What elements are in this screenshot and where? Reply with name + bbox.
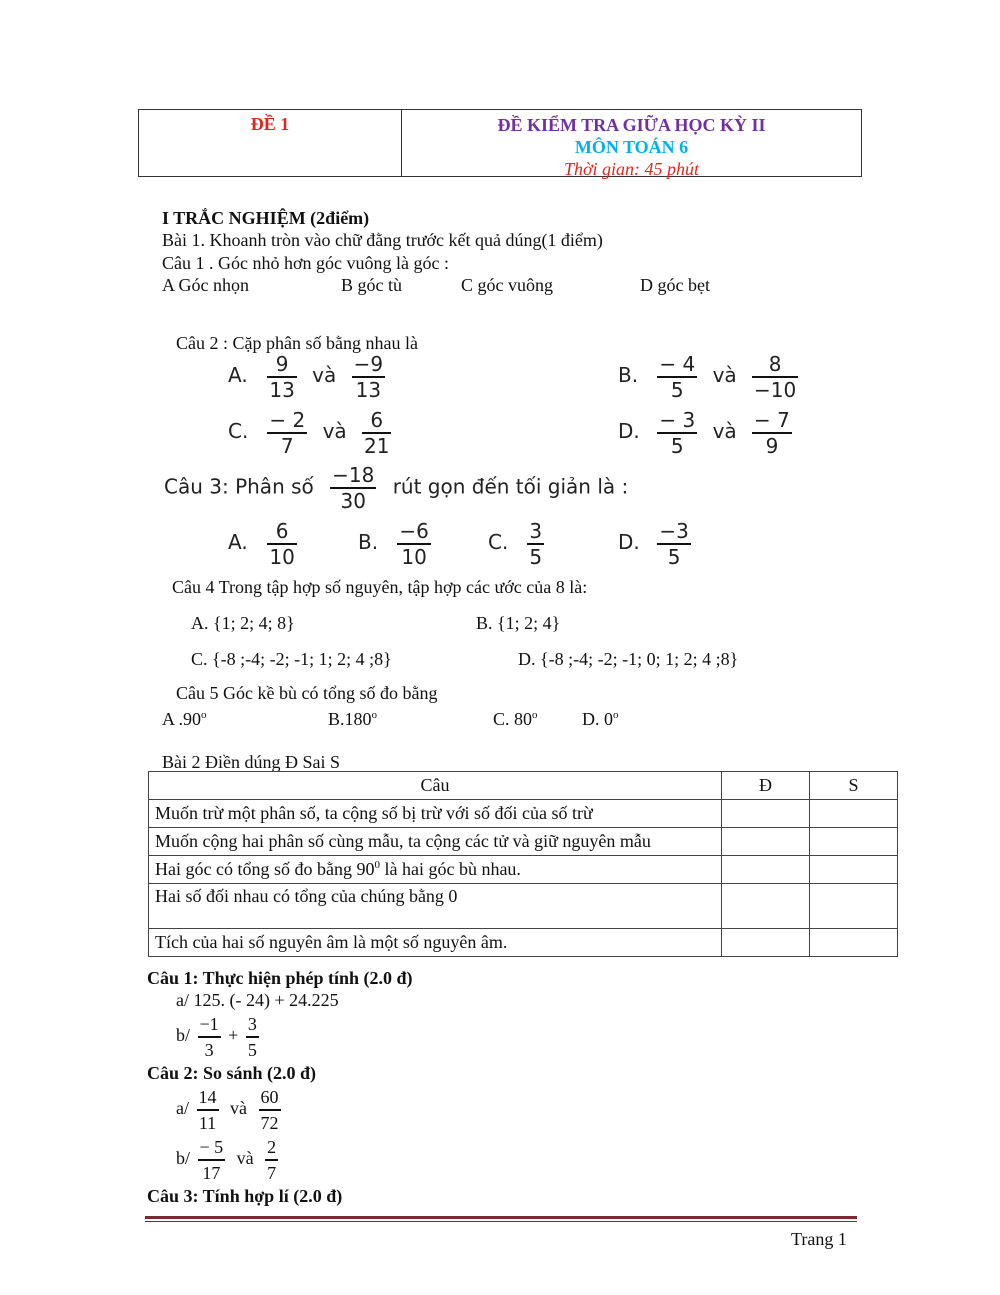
fraction: $\frac{60}{72}$	[260, 1087, 279, 1133]
answer-d-cell[interactable]	[722, 828, 810, 856]
answer-d-cell[interactable]	[722, 884, 810, 929]
bai1-instruction: Bài 1. Khoanh tròn vào chữ đằng trước kết quả dúng(1 điểm)	[162, 230, 603, 250]
part2-cau2-a: a/ $\frac{14}{11}$ và $\frac{60}{72}$	[176, 1087, 279, 1133]
part1-title: I TRẮC NGHIỆM (2điểm)	[162, 208, 370, 228]
fraction: $\frac{2}{7}$	[267, 1137, 277, 1183]
header-info	[402, 114, 861, 180]
table-header-row	[149, 772, 898, 800]
answer-d-cell[interactable]	[722, 856, 810, 884]
cau3-question: Câu 3: Phân số $\frac{-18}{30}$ rút gọn đến tối giản là :	[164, 463, 629, 513]
part2-cau2-title: Câu 2: So sánh (2.0 đ)	[147, 1063, 317, 1083]
exam-subject: MÔN TOÁN 6	[574, 137, 689, 157]
header-dung: Đ	[722, 772, 810, 800]
cau4-option-b: B. {1; 2; 4}	[476, 613, 561, 633]
fraction: $\frac{-1}{3}$	[199, 1014, 219, 1060]
statement: Hai góc có tổng số đo bằng $90^0$ là hai góc bù nhau.	[149, 856, 722, 884]
header-table	[138, 109, 862, 177]
header-sai: S	[810, 772, 898, 800]
answer-s-cell[interactable]	[810, 856, 898, 884]
fraction: $\frac{6}{10}$	[269, 519, 295, 569]
cau2-option-b: B. $\frac{- 4}{5}$ và $\frac{8}{-10}$	[618, 352, 797, 402]
exam-time: Thời gian: 45 phút	[563, 159, 700, 179]
cau4-question: Câu 4 Trong tập hợp số nguyên, tập hợp các ước của 8 là:	[172, 577, 588, 597]
cau1-question: Câu 1 . Góc nhỏ hơn góc vuông là góc :	[162, 253, 449, 273]
footer-rule-thin	[145, 1221, 857, 1222]
part2-cau2-b: b/ $\frac{- 5}{17}$ và $\frac{2}{7}$	[176, 1137, 277, 1183]
cau5-option-b: B.180$^o$	[328, 709, 378, 729]
answer-s-cell[interactable]	[810, 929, 898, 957]
answer-s-cell[interactable]	[810, 884, 898, 929]
fraction: $\frac{8}{-10}$	[754, 352, 797, 402]
fraction: $\frac{- 3}{5}$	[659, 408, 696, 458]
table-row	[149, 800, 898, 828]
statement: Muốn cộng hai phân số cùng mẫu, ta cộng các tử và giữ nguyên mẫu	[149, 828, 722, 856]
answer-s-cell[interactable]	[810, 828, 898, 856]
table-row	[149, 929, 898, 957]
fraction: $\frac{- 4}{5}$	[659, 352, 696, 402]
bai2-title: Bài 2 Điền dúng Đ Sai S	[162, 752, 340, 772]
fraction: $\frac{- 5}{17}$	[199, 1137, 224, 1183]
fraction: $\frac{3}{5}$	[247, 1014, 257, 1060]
part2-cau1-a: a/ 125. (- 24) + 24.225	[176, 990, 339, 1010]
cau2-option-a: A. $\frac{9}{13}$ và $\frac{-9}{13}$	[228, 352, 384, 402]
cau4-option-a: A. {1; 2; 4; 8}	[191, 613, 295, 633]
cau1-option-c: C góc vuông	[461, 275, 553, 295]
true-false-table	[148, 771, 898, 957]
cau3-option-b: B. $\frac{-6}{10}$	[358, 519, 429, 569]
answer-s-cell[interactable]	[810, 800, 898, 828]
fraction: $\frac{-18}{30}$	[332, 463, 375, 513]
cau4-option-c: C. {-8 ;-4; -2; -1; 1; 2; 4 ;8}	[191, 649, 392, 669]
exam-title: ĐỀ KIỂM TRA GIỮA HỌC KỲ II	[497, 115, 766, 135]
cau1-option-d: D góc bẹt	[640, 275, 710, 295]
fraction: $\frac{6}{21}$	[364, 408, 390, 458]
statement: Tích của hai số nguyên âm là một số nguyên âm.	[149, 929, 722, 957]
footer-rule	[145, 1216, 857, 1219]
cau3-option-c: C. $\frac{3}{5}$	[488, 519, 543, 569]
fraction: $\frac{-6}{10}$	[399, 519, 429, 569]
cau2-option-c: C. $\frac{- 2}{7}$ và $\frac{6}{21}$	[228, 408, 390, 458]
cau5-option-c: C. 80$^o$	[493, 709, 538, 729]
cau1-option-a: A Góc nhọn	[162, 275, 249, 295]
cau3-option-a: A. $\frac{6}{10}$	[228, 519, 295, 569]
cau4-option-d: D. {-8 ;-4; -2; -1; 0; 1; 2; 4 ;8}	[518, 649, 739, 669]
part2-cau3-title: Câu 3: Tính hợp lí (2.0 đ)	[147, 1186, 343, 1206]
fraction: $\frac{3}{5}$	[529, 519, 543, 569]
cau5-option-d: D. 0$^o$	[582, 709, 619, 729]
answer-d-cell[interactable]	[722, 929, 810, 957]
header-cau: Câu	[149, 772, 722, 800]
fraction: $\frac{-3}{5}$	[659, 519, 689, 569]
part2-cau1-title: Câu 1: Thực hiện phép tính (2.0 đ)	[147, 968, 413, 988]
table-row	[149, 884, 898, 929]
fraction: $\frac{14}{11}$	[198, 1087, 217, 1133]
statement: Hai số đối nhau có tổng của chúng bằng 0	[149, 884, 722, 929]
cau2-question: Câu 2 : Cặp phân số bằng nhau là	[176, 333, 418, 353]
answer-d-cell[interactable]	[722, 800, 810, 828]
fraction: $\frac{- 2}{7}$	[269, 408, 306, 458]
exam-code: ĐỀ 1	[250, 114, 290, 134]
cau5-option-a: A .90$^o$	[162, 709, 207, 729]
fraction: $\frac{-9}{13}$	[353, 352, 384, 402]
statement: Muốn trừ một phân số, ta cộng số bị trừ với số đối của số trừ	[149, 800, 722, 828]
cau3-option-d: D. $\frac{-3}{5}$	[618, 519, 689, 569]
table-row	[149, 828, 898, 856]
table-row	[149, 856, 898, 884]
fraction: $\frac{- 7}{9}$	[754, 408, 790, 458]
cau5-question: Câu 5 Góc kề bù có tổng số đo bằng	[176, 683, 438, 703]
cau2-option-d: D. $\frac{- 3}{5}$ và $\frac{- 7}{9}$	[618, 408, 790, 458]
part2-cau1-b: b/ $\frac{-1}{3}$ + $\frac{3}{5}$	[176, 1014, 257, 1060]
cau1-option-b: B góc tù	[341, 275, 402, 295]
page-number: Trang 1	[791, 1229, 847, 1249]
fraction: $\frac{9}{13}$	[269, 352, 295, 402]
